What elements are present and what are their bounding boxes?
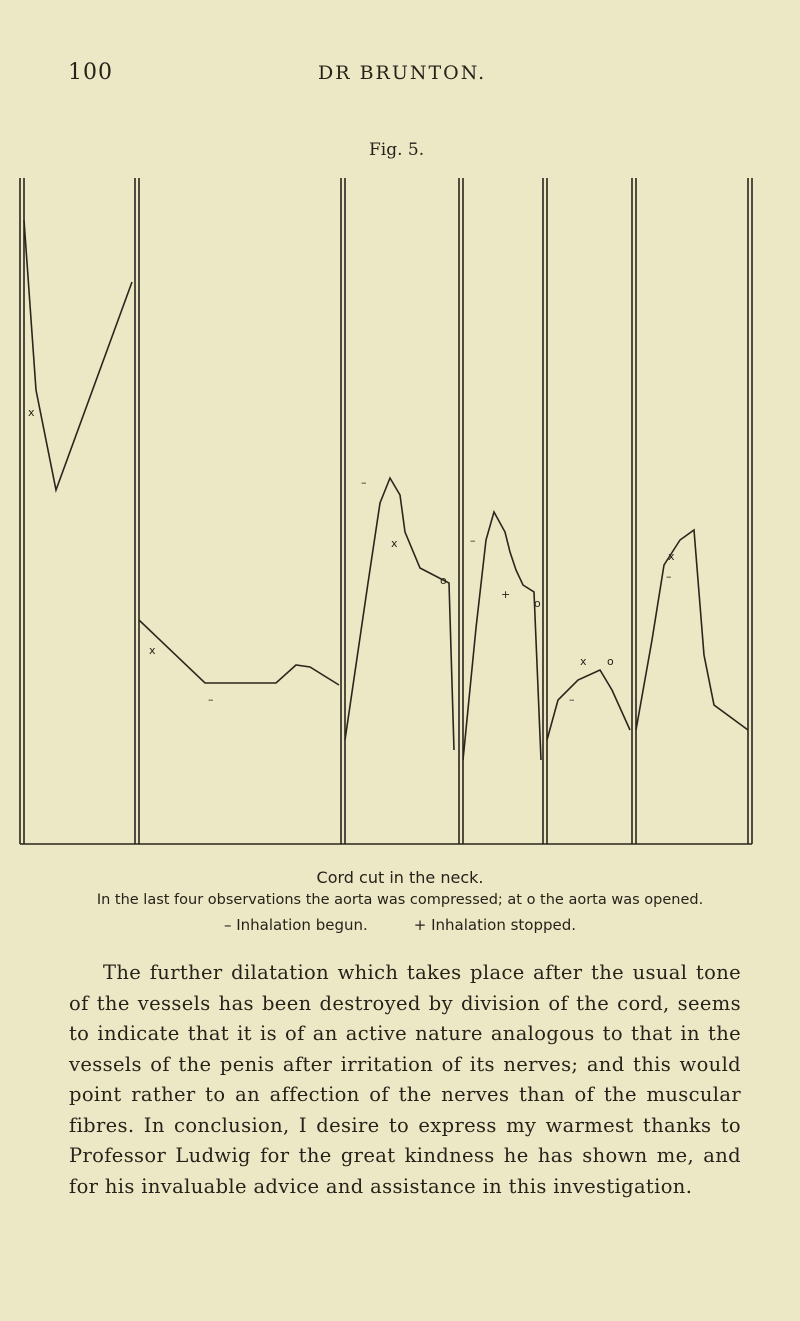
panel-dividers [20, 178, 752, 844]
mark-dash-panel5: – [569, 693, 575, 706]
caption-title: Cord cut in the neck. [316, 868, 484, 887]
trace-panel-3 [345, 478, 454, 750]
mark-o-panel4: o [534, 597, 541, 610]
body-paragraph: The further dilatation which takes place after the usual tone of the vessels has been destroyed by division of the cord, seems to indicate that it is of an active nature analogous to that in the vessels of the penis after irritation of its nerves; and this would point rather to an affection of the nerves than of the muscular fibres. In conclusion, I desire to express my warmest thanks to Professor Ludwig for the great kindness he has shown me, and for his invaluable advice and assistance in this investigation. [69, 961, 741, 1198]
mark-dash-panel3: – [361, 476, 367, 489]
trace-panel-2 [139, 620, 339, 685]
legend-inhalation-begun: – Inhalation begun. [223, 916, 368, 934]
kymograph-figure [0, 160, 800, 850]
mark-x-left: x [28, 406, 35, 419]
caption-note: In the last four observations the aorta was compressed; at o the aorta was opened. [96, 892, 704, 908]
trace-panel-5 [547, 670, 630, 740]
mark-x-panel3: x [391, 537, 398, 550]
caption-legend [0, 916, 800, 934]
mark-x-panel2: x [149, 644, 156, 657]
mark-dash-panel6: – [666, 570, 672, 583]
mark-x-panel6: x [668, 550, 675, 563]
mark-dash-panel2: – [208, 693, 214, 706]
mark-o-panel5: o [607, 655, 614, 668]
legend-inhalation-stopped: + Inhalation stopped. [413, 916, 577, 934]
running-head: DR BRUNTON. [318, 62, 487, 84]
trace-panel-6 [636, 530, 748, 730]
mark-plus-panel4: + [501, 588, 511, 601]
figure-label: Fig. 5. [369, 140, 425, 160]
trace-panel-1 [24, 220, 132, 490]
mark-dash-panel4: – [470, 534, 476, 547]
page-number: 100 [68, 60, 113, 85]
mark-x-panel5: x [580, 655, 587, 668]
body-text [69, 958, 741, 1202]
mark-o-panel3: o [440, 574, 447, 587]
trace-panel-4 [463, 512, 541, 760]
